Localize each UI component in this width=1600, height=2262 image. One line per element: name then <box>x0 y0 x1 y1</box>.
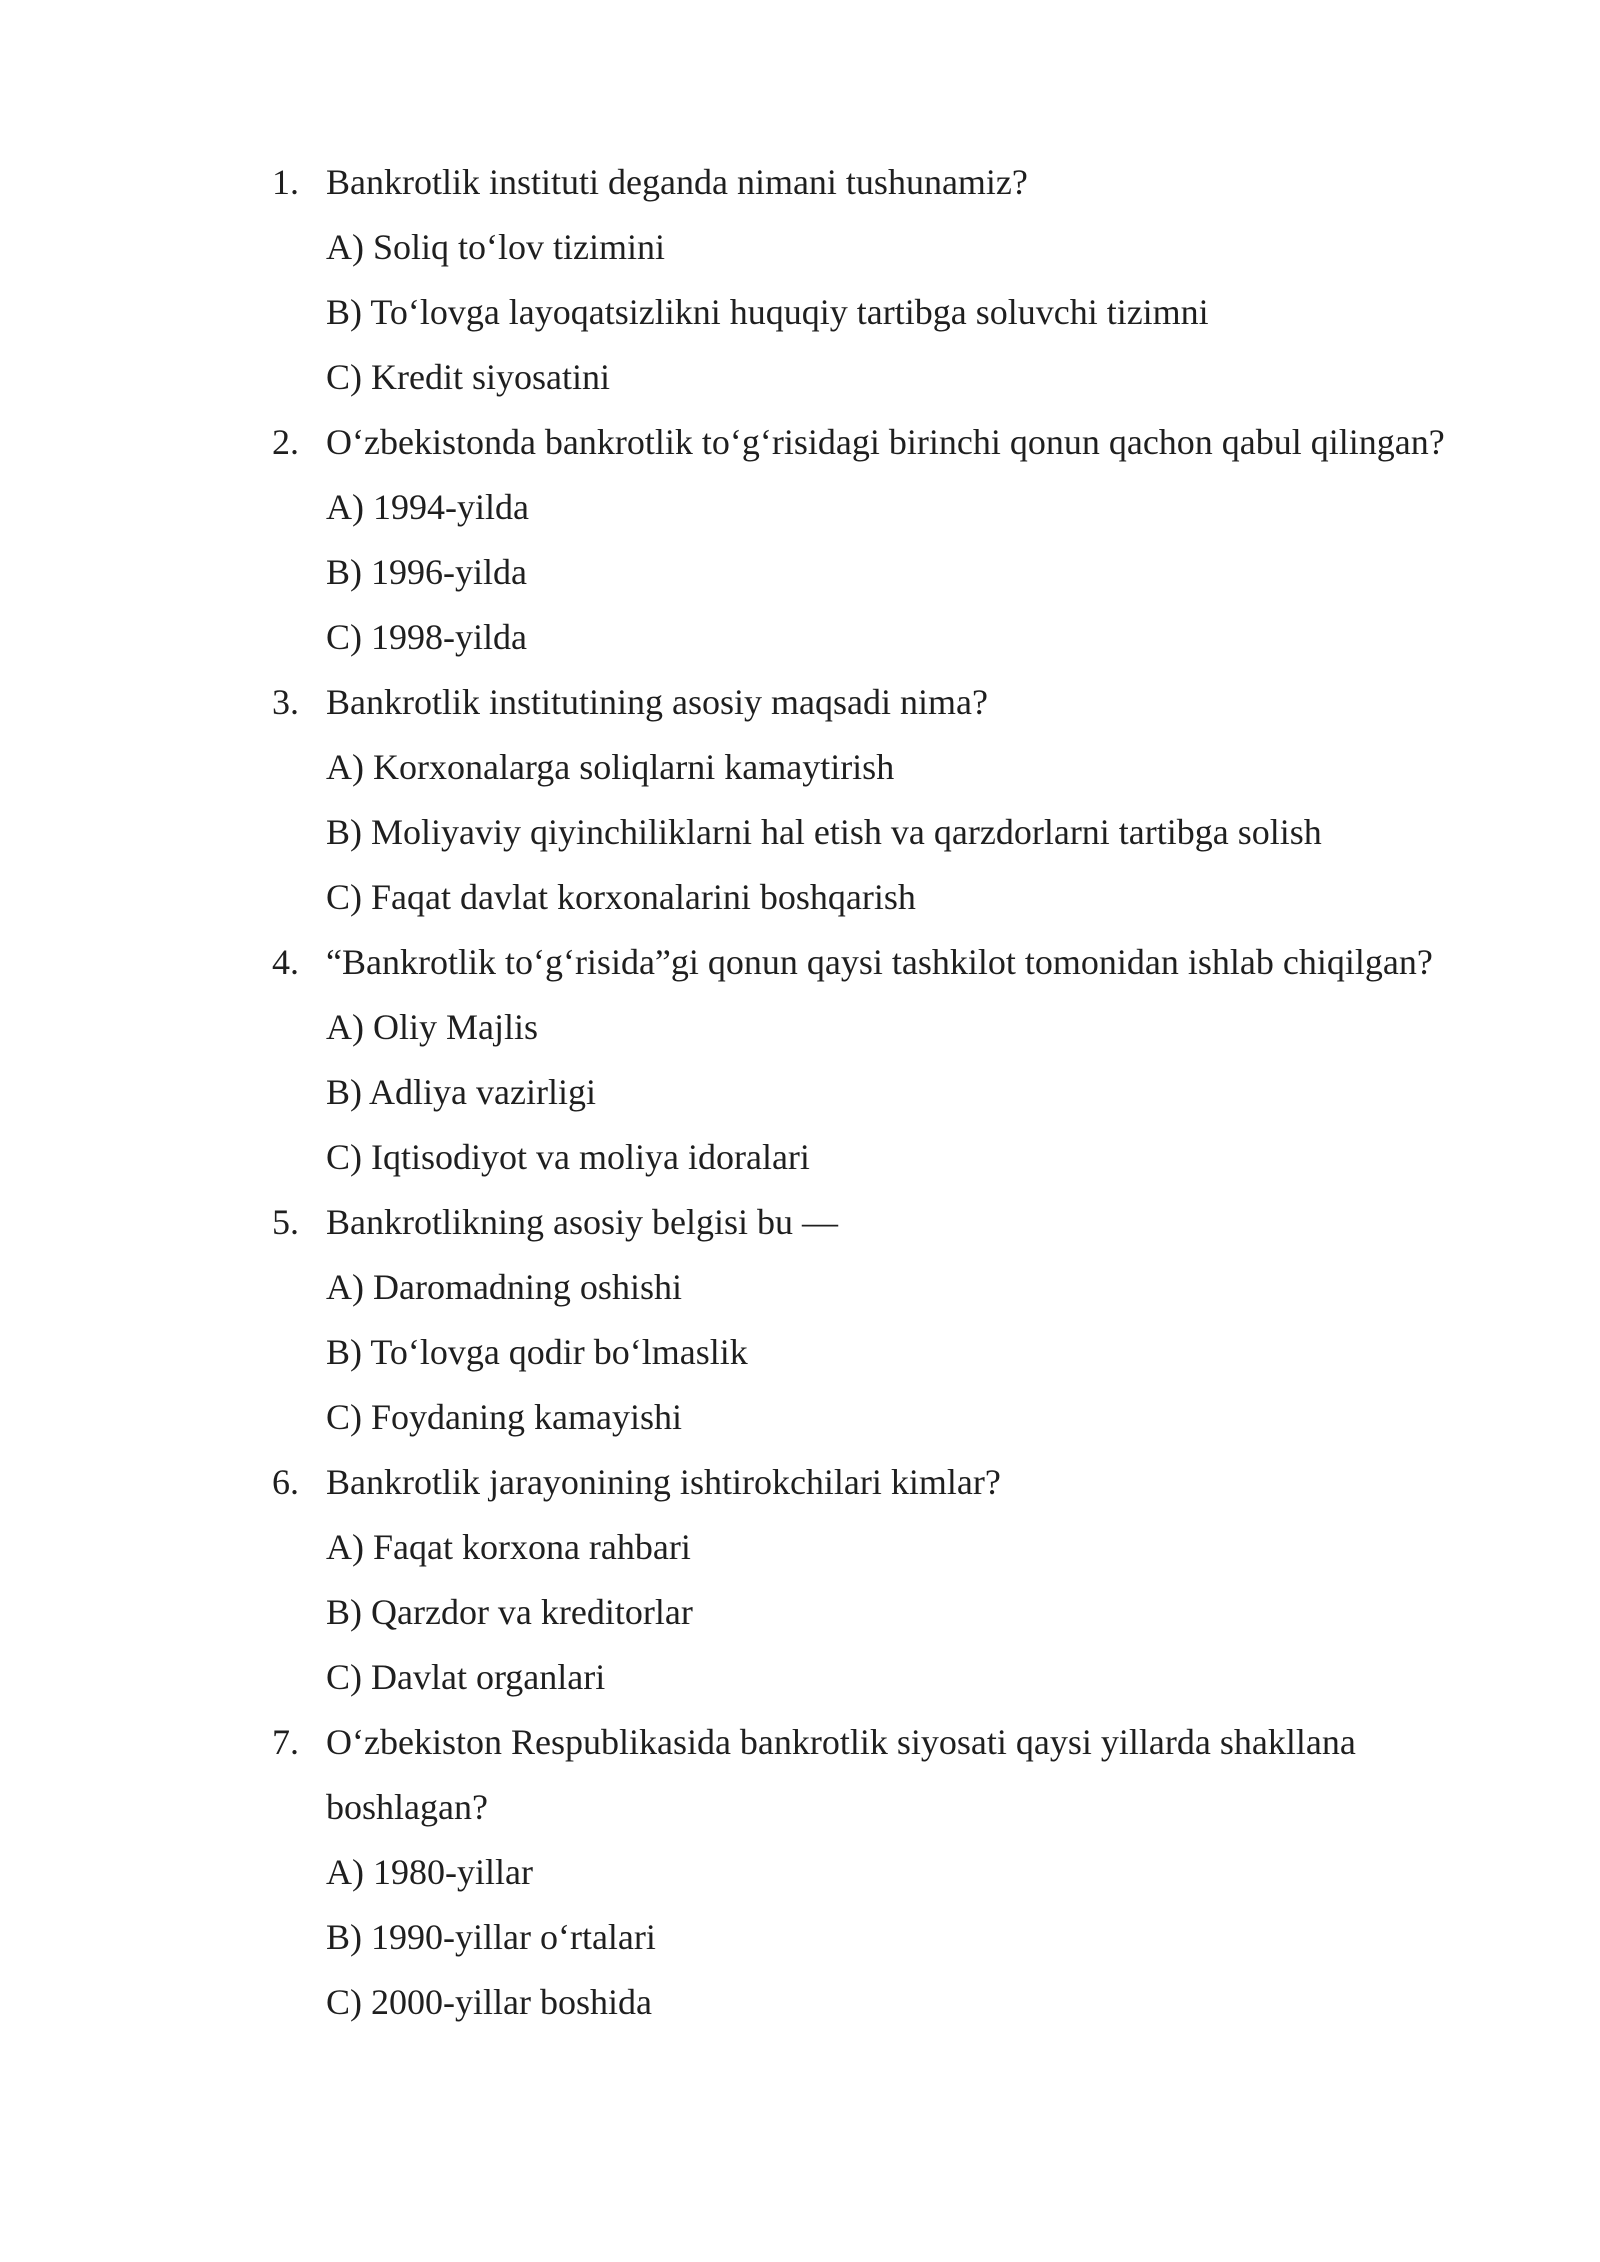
answer-options <box>272 1255 1512 1450</box>
answer-options <box>272 215 1512 410</box>
answer-option: A) Daromadning oshishi <box>326 1267 682 1307</box>
answer-option: B) Adliya vazirligi <box>326 1072 596 1112</box>
question-line <box>272 150 1512 215</box>
answer-option: B) 1990-yillar o‘rtalari <box>326 1917 656 1957</box>
answer-option: B) To‘lovga qodir bo‘lmaslik <box>326 1332 748 1372</box>
answer-options <box>272 735 1512 930</box>
question-item <box>272 930 1512 1190</box>
answer-option: A) 1994-yilda <box>326 487 529 527</box>
question-line <box>272 930 1512 995</box>
question-line <box>272 1190 1512 1255</box>
question-item <box>272 670 1512 930</box>
question-number: 4. <box>272 942 299 982</box>
answer-option: A) Soliq to‘lov tizimini <box>326 227 665 267</box>
question-item <box>272 1710 1512 2035</box>
answer-option: C) Foydaning kamayishi <box>326 1397 682 1437</box>
answer-option: C) Kredit siyosatini <box>326 357 610 397</box>
question-list <box>272 150 1512 2035</box>
question-item <box>272 150 1512 410</box>
answer-option: C) 1998-yilda <box>326 617 527 657</box>
question-item <box>272 1190 1512 1450</box>
answer-option: C) 2000-yillar boshida <box>326 1982 652 2022</box>
question-number: 6. <box>272 1462 299 1502</box>
question-text: O‘zbekiston Respublikasida bankrotlik siyosati qaysi yillarda shakllana boshlagan? <box>326 1722 1365 1827</box>
question-text: Bankrotlikning asosiy belgisi bu — <box>326 1202 838 1242</box>
question-text: Bankrotlik institutining asosiy maqsadi nima? <box>326 682 988 722</box>
question-text: Bankrotlik jarayonining ishtirokchilari kimlar? <box>326 1462 1001 1502</box>
answer-options <box>272 475 1512 670</box>
answer-option: A) Korxonalarga soliqlarni kamaytirish <box>326 747 895 787</box>
answer-option: B) To‘lovga layoqatsizlikni huquqiy tartibga soluvchi tizimni <box>326 292 1209 332</box>
question-number: 5. <box>272 1202 299 1242</box>
question-number: 7. <box>272 1722 299 1762</box>
answer-option: B) Moliyaviy qiyinchiliklarni hal etish va qarzdorlarni tartibga solish <box>326 812 1322 852</box>
answer-option: C) Davlat organlari <box>326 1657 606 1697</box>
question-line <box>272 410 1512 475</box>
answer-option: B) 1996-yilda <box>326 552 527 592</box>
answer-options <box>272 1515 1512 1710</box>
question-number: 3. <box>272 682 299 722</box>
question-item <box>272 1450 1512 1710</box>
question-text: O‘zbekistonda bankrotlik to‘g‘risidagi birinchi qonun qachon qabul qilingan? <box>326 422 1445 462</box>
question-line <box>272 1450 1512 1515</box>
question-item <box>272 410 1512 670</box>
question-number: 2. <box>272 422 299 462</box>
answer-options <box>272 995 1512 1190</box>
question-text: “Bankrotlik to‘g‘risida”gi qonun qaysi tashkilot tomonidan ishlab chiqilgan? <box>326 942 1433 982</box>
answer-options <box>272 1840 1512 2035</box>
answer-option: B) Qarzdor va kreditorlar <box>326 1592 693 1632</box>
answer-option: C) Faqat davlat korxonalarini boshqarish <box>326 877 916 917</box>
answer-option: A) Faqat korxona rahbari <box>326 1527 691 1567</box>
answer-option: A) Oliy Majlis <box>326 1007 538 1047</box>
question-number: 1. <box>272 162 299 202</box>
question-line <box>272 1710 1512 1840</box>
question-line <box>272 670 1512 735</box>
question-text: Bankrotlik instituti deganda nimani tushunamiz? <box>326 162 1028 202</box>
answer-option: C) Iqtisodiyot va moliya idoralari <box>326 1137 810 1177</box>
answer-option: A) 1980-yillar <box>326 1852 533 1892</box>
